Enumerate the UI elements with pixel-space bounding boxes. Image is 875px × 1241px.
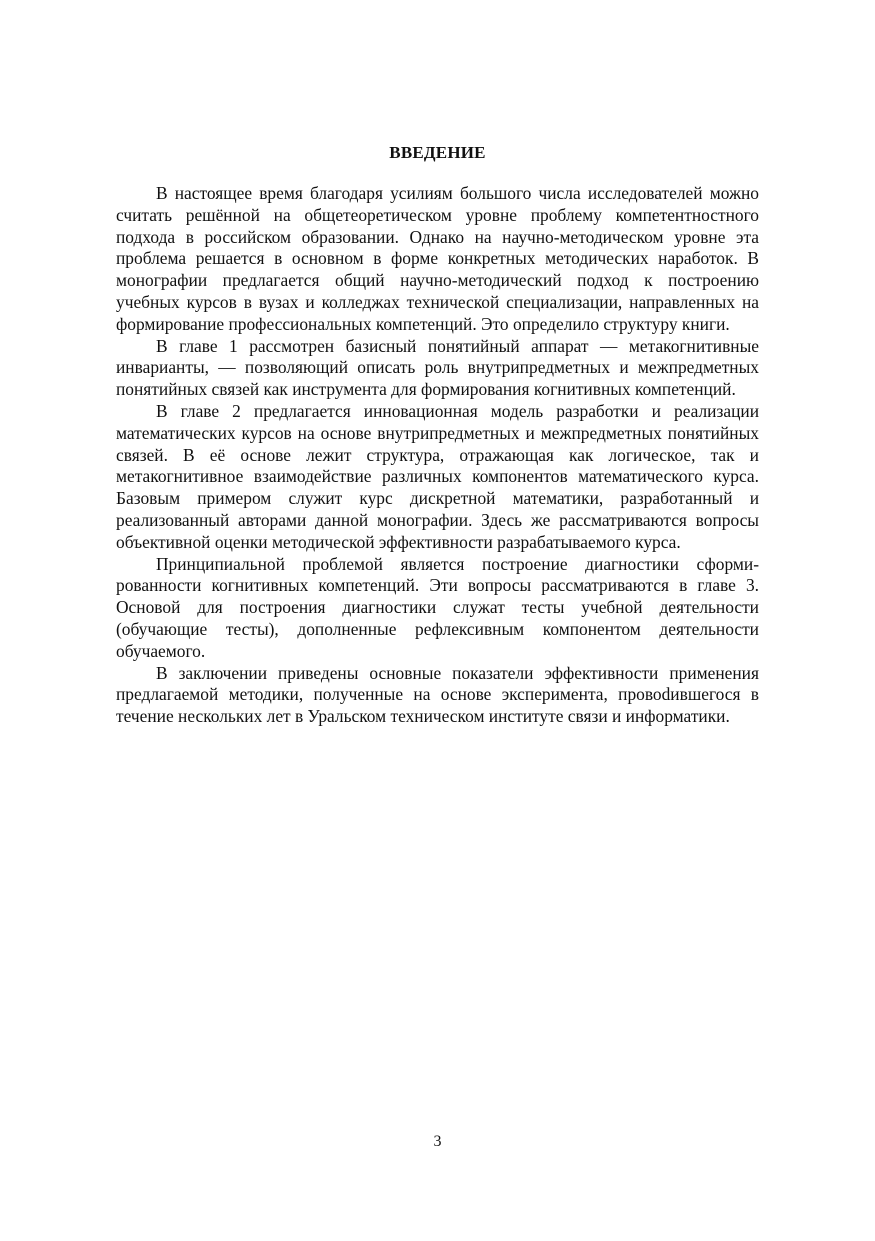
page-number: 3 <box>433 1133 442 1150</box>
paragraph-4: Принципиальной проблемой является построение диагностики сформированности когнитивных компетенций. Эти вопросы рассматриваются в главе 3. Основой для построения диагностики служат тесты учебной деятельности (обучающие тесты), дополненные рефлексивным компонентом деятельности обучаемого. <box>116 553 759 661</box>
paragraph-3: В главе 2 предлагается инновационная модель разработки и реализации математических курсов на основе внутрипредметных и межпредметных понятийных связей. В её основе лежит структура, отражающая как логическое, так и метакогнитивное взаимодействие различных компонентов математического курса. Базовым примером служит курс дискретной математики, разработанный и реализованный авторами данной монографии. Здесь же рассматриваются вопросы объективной оценки методической эффективности разрабатываемого курса. <box>116 400 759 552</box>
page-title: ВВЕДЕНИЕ <box>389 143 486 162</box>
paragraph-1: В настоящее время благодаря усилиям большого числа исследователей можно считать решённой на общетеоретическом уровне проблему компетентностного подхода в российском образовании. Однако на научно-методическом уровне эта проблема решается в основном в форме конкретных методических наработок. В монографии предлагается общий научно-методический подход к построению учебных курсов в вузах и колледжах технической специализации, направленных на формирование профессиональных компетенций. Это определило структуру книги. <box>116 183 759 334</box>
body-text <box>116 183 759 728</box>
paragraph-5: В заключении приведены основные показатели эффективности применения предлагаемой методики, полученные на основе эксперимента, провоdившегося в течение нескольких лет в Уральском техническом институте связи и информатики. <box>116 662 759 727</box>
paragraph-2: В главе 1 рассмотрен базисный понятийный аппарат — метакогнитивные инварианты, — позволяющий описать роль внутрипредметных и межпредметных понятийных связей как инструмента для формирования когнитивных компетенций. <box>116 335 759 400</box>
